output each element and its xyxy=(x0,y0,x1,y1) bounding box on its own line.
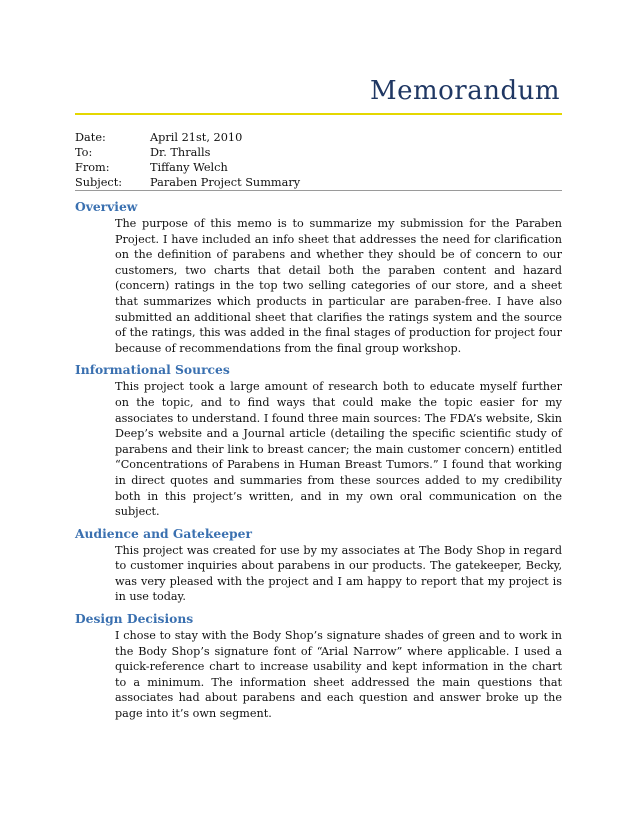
section-heading: Informational Sources xyxy=(75,362,230,378)
from-label: From: xyxy=(75,161,110,174)
header-divider xyxy=(75,190,562,191)
section-heading: Design Decisions xyxy=(75,611,194,627)
header-row-to xyxy=(75,145,562,160)
section-heading: Audience and Gatekeeper xyxy=(75,525,252,541)
to-label: To: xyxy=(75,146,93,159)
memo-body xyxy=(75,199,562,722)
header-row-from xyxy=(75,160,562,175)
section-design-decisions xyxy=(75,611,562,722)
subject-label: Subject: xyxy=(75,176,123,189)
section-paragraph: I chose to stay with the Body Shop’s signature shades of green and to work in the Body Shop’s signature font of “Arial Narrow” where applicable. I used a quick-reference chart to increase usability and kept information in the chart to a minimum. The information sheet addressed the main questions that associates had about parabens and each question and answer broke up the page into it’s own segment. xyxy=(115,629,562,721)
title-underline xyxy=(75,113,562,115)
header-row-subject xyxy=(75,175,562,190)
subject-value: Paraben Project Summary xyxy=(150,176,301,189)
section-overview xyxy=(75,199,562,356)
section-informational-sources xyxy=(75,362,562,519)
section-paragraph: The purpose of this memo is to summarize my submission for the Paraben Project. I have included an info sheet that addresses the need for clarification on the definition of parabens and whether they should be of concern to our customers, two charts that detail both the paraben content and hazard (concern) ratings in the top two selling categories of our store, and a sheet that summarizes which products in particular are paraben-free. I have also submitted an additional sheet that clarifies the ratings system and the source of the ratings, this was added in the final stages of production for project four because of recommendations from the final group workshop. xyxy=(115,217,562,355)
section-paragraph: This project was created for use by my associates at The Body Shop in regard to customer inquiries about parabens in our products. The gatekeeper, Becky, was very pleased with the project and I am happy to report that my project is in use today. xyxy=(115,543,562,604)
from-value: Tiffany Welch xyxy=(150,161,228,174)
memo-header xyxy=(75,130,562,190)
date-label: Date: xyxy=(75,131,106,144)
memo-title: Memorandum xyxy=(369,76,560,106)
section-paragraph: This project took a large amount of research both to educate myself further on the topic, and to find ways that could make the topic easier for my associates to understand. I found three main sources: The FDA’s website, Skin Deep’s website and a Journal article (detailing the specific scientific study of parabens and their link to breast cancer; the main customer concern) entitled “Concentrations of Parabens in Human Breast Tumors.” I found that working in direct quotes and summaries from these sources added to my credibility both in this project’s written, and in my own oral communication on the subject. xyxy=(115,380,562,519)
date-value: April 21st, 2010 xyxy=(150,131,243,144)
header-row-date xyxy=(75,130,562,145)
section-heading: Overview xyxy=(75,199,138,214)
section-audience-gatekeeper xyxy=(75,526,562,605)
to-value: Dr. Thralls xyxy=(150,146,211,159)
